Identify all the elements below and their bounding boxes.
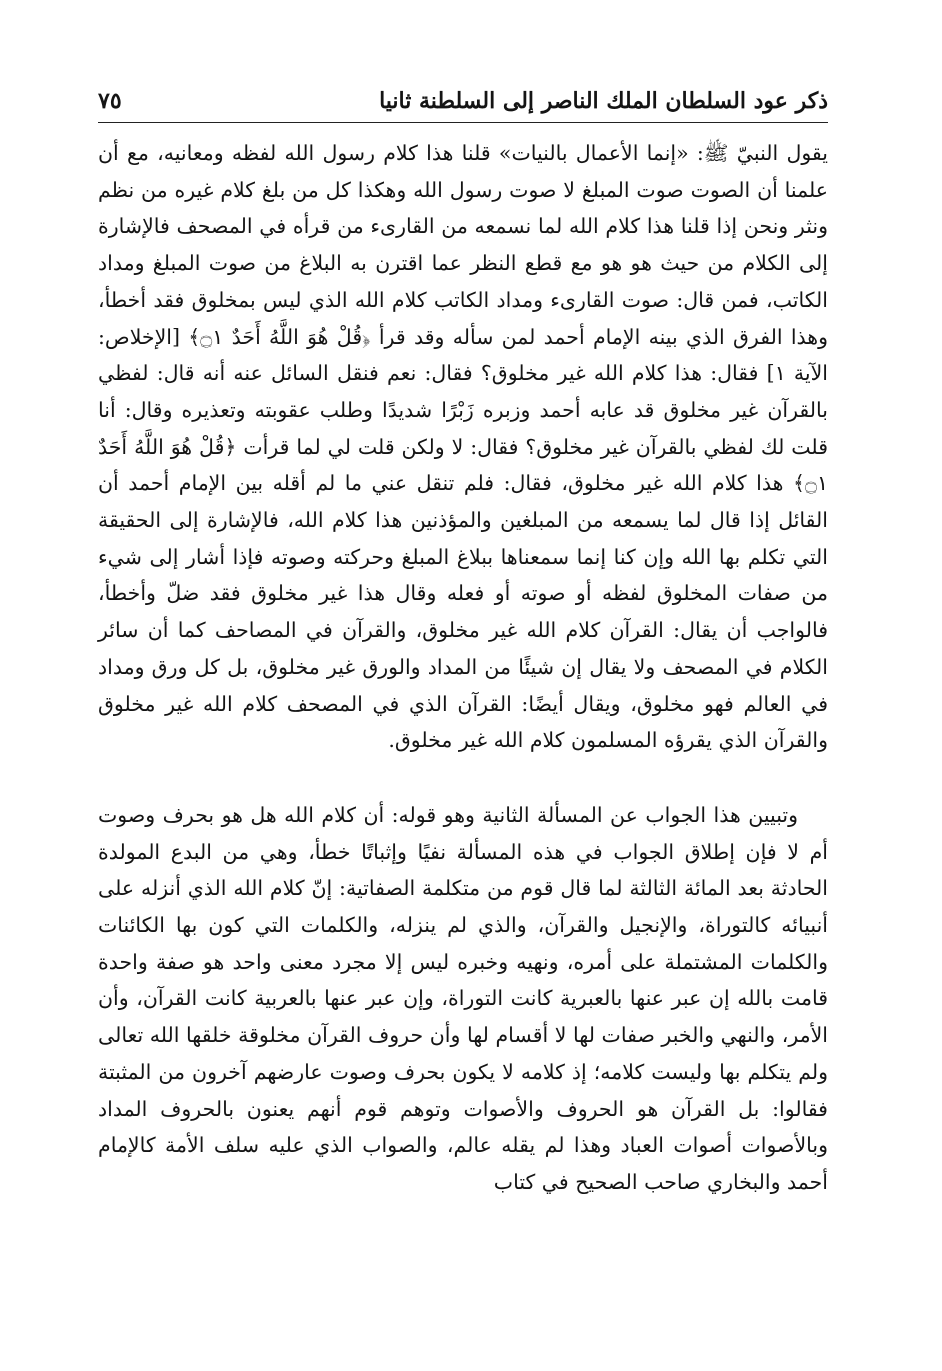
header-title: ذكر عود السلطان الملك الناصر إلى السلطنة ثانيا xyxy=(379,88,828,114)
paragraph-1: يقول النبيّ ﷺ: «إنما الأعمال بالنيات» قلنا هذا كلام رسول الله لفظه ومعانيه، مع أن علمنا أن الصوت صوت المبلغ لا صوت رسول الله وهكذا كل من بلغ كلام غيره من نظم ونثر ونحن إذا قلنا هذا كلام الله لما نسمعه من القارىء من قرأه في المصحف فالإشارة إلى الكلام من حيث هو هو مع قطع النظر عما اقترن به البلاغ من صوت المبلغ ومداد الكاتب، فمن قال: صوت القارىء ومداد الكاتب كلام الله الذي ليس بمخلوق فقد أخطأ، وهذا الفرق الذي بينه الإمام أحمد لمن سأله وقد قرأ ﴿قُلْ هُوَ اللَّهُ أَحَدٌ ۝١﴾ [الإخلاص: الآية ١] فقال: هذا كلام الله غير مخلوق؟ فقال: نعم فنقل السائل عنه أنه قال: لفظي بالقرآن غير مخلوق قد عابه أحمد وزبره زَبْرًا شديدًا وطلب عقوبته وتعذيره وقال: أنا قلت لك لفظي بالقرآن غير مخلوق؟ فقال: لا ولكن قلت لي لما قرأت ﴿قُلْ هُوَ اللَّهُ أَحَدٌ ۝١﴾ هذا كلام الله غير مخلوق، فقال: فلم تنقل عني ما لم أقله بين الإمام أحمد أن القائل إذا قال لما يسمعه من المبلغين والمؤذنين هذا كلام الله، فالإشارة إلى الحقيقة التي تكلم بها الله وإن كنا إنما سمعناها ببلاغ المبلغ وحركته وصوته فإذا أشار إلى شيء من صفات المخلوق لفظه أو صوته أو فعله وقال هذا غير مخلوق فقد ضلّ وأخطأ، فالواجب أن يقال: القرآن كلام الله غير مخلوق، والقرآن في المصاحف كما أن سائر الكلام في المصحف ولا يقال إن شيئًا من المداد والورق غير مخلوق، بل كل ورق ومداد في العالم فهو مخلوق، ويقال أيضًا: القرآن الذي في المصحف كلام الله غير مخلوق والقرآن الذي يقرؤه المسلمون كلام الله غير مخلوق. xyxy=(98,141,828,753)
running-header xyxy=(98,86,828,123)
paragraph-2: وتبيين هذا الجواب عن المسألة الثانية وهو قوله: أن كلام الله هل هو بحرف وصوت أم لا فإن إطلاق الجواب في هذه المسألة نفيًا وإثباتًا خطأ، وهي من البدع المولدة الحادثة بعد المائة الثالثة لما قال قوم من متكلمة الصفاتية: إنّ كلام الله الذي أنزله على أنبيائه كالتوراة، والإنجيل والقرآن، والذي لم ينزله، والكلمات التي كون بها الكائنات والكلمات المشتملة على أمره، ونهيه وخبره ليس إلا مجرد معنى واحد هو صفة واحدة قامت بالله إن عبر عنها بالعبرية كانت التوراة، وإن عبر عنها بالعربية كانت القرآن، وأن الأمر، والنهي والخبر صفات لها لا أقسام لها وأن حروف القرآن مخلوقة خلقها الله تعالى ولم يتكلم بها وليست كلامه؛ إذ كلامه لا يكون بحرف وصوت عارضهم آخرون من المثبتة فقالوا: بل القرآن هو الحروف والأصوات وتوهم قوم أنهم يعنون بالحروف المداد وبالأصوات أصوات العباد وهذا لم يقله عالم، والصواب الذي عليه سلف الأمة كالإمام أحمد والبخاري صاحب الصحيح في كتاب xyxy=(98,802,828,1194)
body-text xyxy=(98,135,828,1201)
page-number: ٧٥ xyxy=(98,88,122,114)
